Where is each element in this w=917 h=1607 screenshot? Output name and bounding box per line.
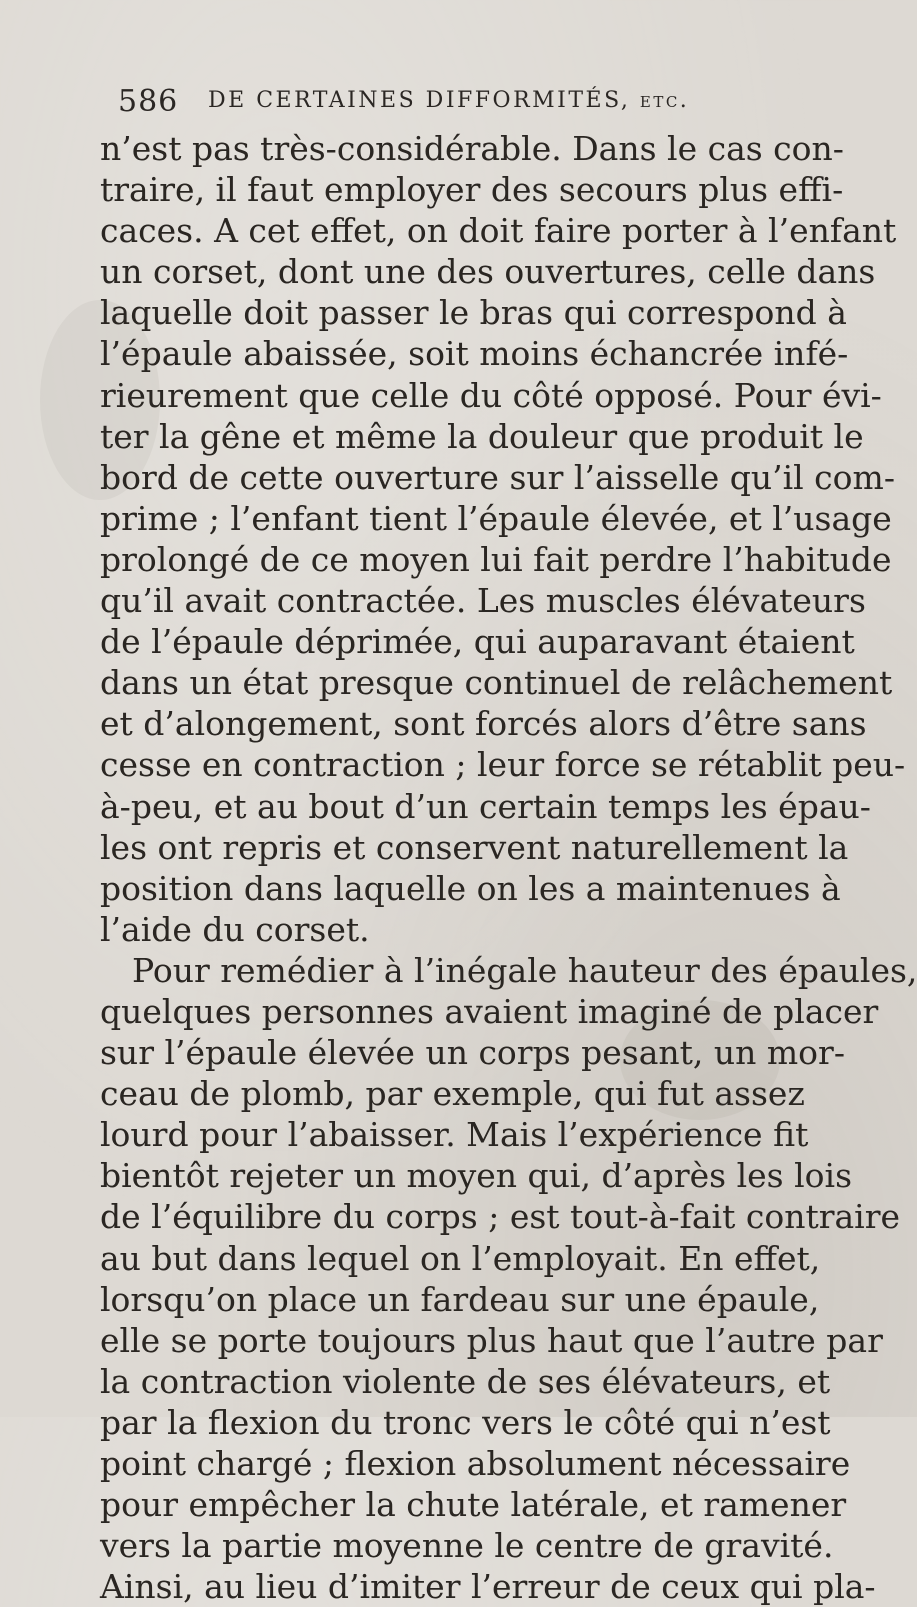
text-line: lourd pour l’abaisser. Mais l’expérience fit xyxy=(100,1115,809,1155)
text-line: prime ; l’enfant tient l’épaule élevée, et l’usage xyxy=(100,498,892,538)
text-line: par la flexion du tronc vers le côté qui n’est xyxy=(100,1402,831,1442)
text-line: qu’il avait contractée. Les muscles élévateurs xyxy=(100,581,866,621)
running-title: DE CERTAINES DIFFORMITÉS, etc. xyxy=(208,88,690,113)
text-line: cesse en contraction ; leur force se rétablit peu- xyxy=(100,745,906,785)
text-line: et d’alongement, sont forcés alors d’être sans xyxy=(100,704,867,744)
text-line: vers la partie moyenne le centre de gravité. xyxy=(100,1526,834,1566)
text-line: elle se porte toujours plus haut que l’autre par xyxy=(100,1320,883,1360)
text-line: laquelle doit passer le bras qui correspond à xyxy=(100,293,847,333)
text-line: sur l’épaule élevée un corps pesant, un mor- xyxy=(100,1033,845,1073)
body-text xyxy=(100,128,917,1607)
text-line: les ont repris et conservent naturellement la xyxy=(100,827,849,867)
text-line: de l’équilibre du corps ; est tout-à-fait contraire xyxy=(100,1197,901,1237)
text-line: à-peu, et au bout d’un certain temps les épau- xyxy=(100,786,871,826)
text-line: ceau de plomb, par exemple, qui fut assez xyxy=(100,1074,805,1114)
text-line: bord de cette ouverture sur l’aisselle qu’il com- xyxy=(100,457,895,497)
text-line: traire, il faut employer des secours plus effi- xyxy=(100,170,844,210)
paragraph-start-line: Pour remédier à l’inégale hauteur des épaules, xyxy=(132,950,917,990)
text-line: n’est pas très-considérable. Dans le cas con- xyxy=(100,129,844,168)
paragraph-end-line: l’aide du corset. xyxy=(100,909,370,949)
text-line: ter la gêne et même la douleur que produit le xyxy=(100,416,864,456)
text-line: bientôt rejeter un moyen qui, d’après les lois xyxy=(100,1156,853,1196)
text-line: Ainsi, au lieu d’imiter l’erreur de ceux qui pla- xyxy=(100,1567,876,1607)
page-number: 586 xyxy=(118,84,179,119)
text-line: pour empêcher la chute latérale, et ramener xyxy=(100,1485,847,1525)
text-line: position dans laquelle on les a maintenues à xyxy=(100,868,841,908)
text-line: un corset, dont une des ouvertures, celle dans xyxy=(100,252,876,292)
text-line: la contraction violente de ses élévateurs, et xyxy=(100,1361,831,1401)
text-line: l’épaule abaissée, soit moins échancrée infé- xyxy=(100,334,849,374)
text-line: quelques personnes avaient imaginé de placer xyxy=(100,991,879,1031)
text-line: prolongé de ce moyen lui fait perdre l’habitude xyxy=(100,539,892,579)
text-line: au but dans lequel on l’employait. En effet, xyxy=(100,1238,821,1278)
text-line: caces. A cet effet, on doit faire porter à l’enfant xyxy=(100,211,897,251)
text-line: point chargé ; flexion absolument nécessaire xyxy=(100,1444,851,1483)
text-line: lorsqu’on place un fardeau sur une épaule, xyxy=(100,1279,820,1319)
running-header xyxy=(118,84,758,124)
text-line: dans un état presque continuel de relâchement xyxy=(100,663,893,703)
text-line: de l’épaule déprimée, qui auparavant étaient xyxy=(100,622,855,662)
text-line: rieurement que celle du côté opposé. Pour évi- xyxy=(100,375,882,415)
